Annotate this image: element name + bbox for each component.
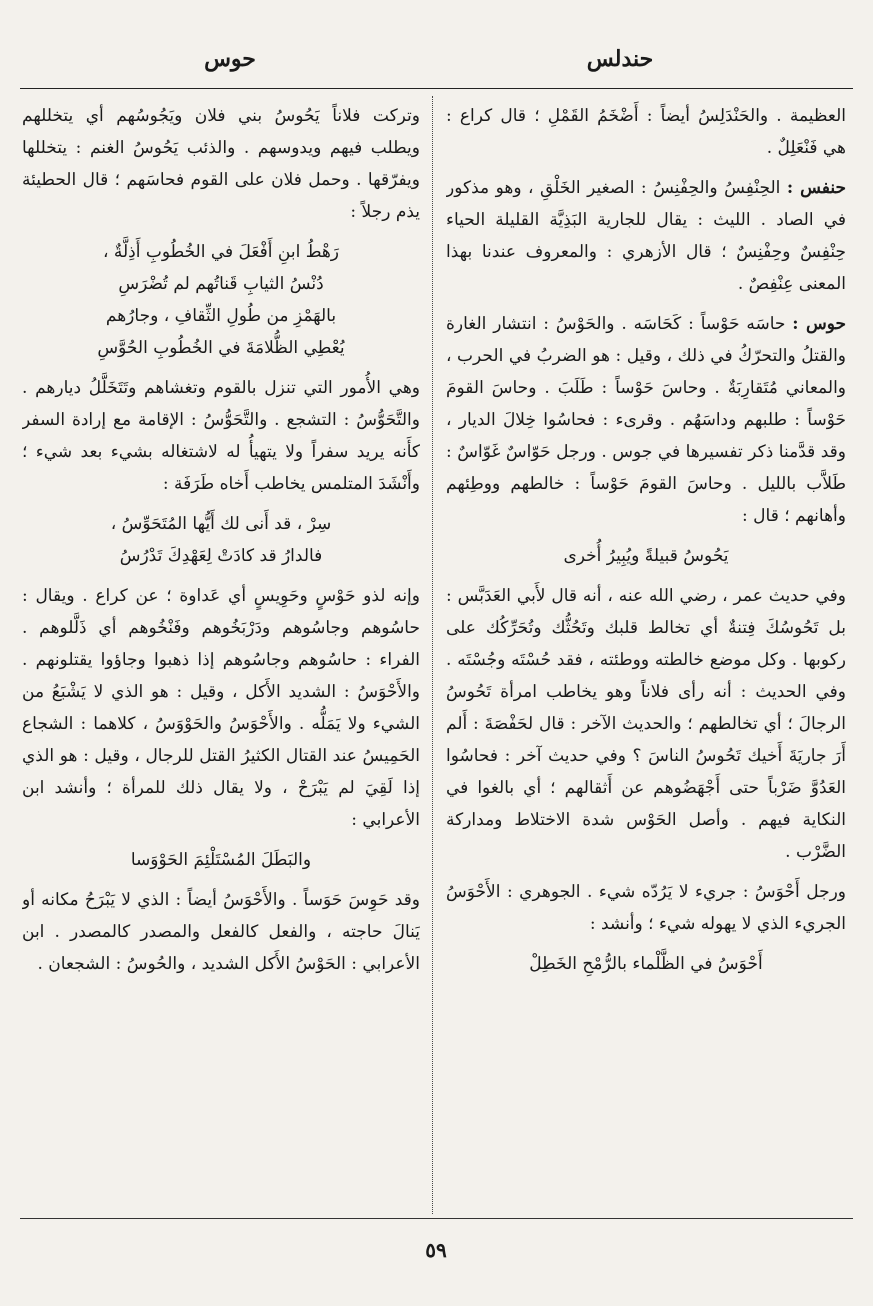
verse-block: [446, 540, 846, 572]
header-right-word: حندلس: [586, 46, 654, 72]
verse-block: [446, 948, 846, 980]
verse-line: أَحْوَسُ في الظَّلْماء بالرُّمْحِ الخَطِلْ: [529, 954, 763, 974]
entry-paragraph: [22, 372, 420, 500]
entry-paragraph: [22, 100, 420, 228]
entry-paragraph: [446, 580, 846, 868]
verse-line: دُنْسُ الثيابِ قَناتُهم لم تُضْرَسِ: [118, 274, 324, 294]
verse-line: بالهَمْزِ من طُولِ الثِّقافِ ، وجارُهم: [105, 306, 337, 326]
left-column: [22, 100, 420, 1212]
verse-line: سِرْ ، قد أَنى لك أَيُّها المُتَحَوِّسُ ،: [110, 514, 332, 534]
top-rule: [20, 88, 853, 89]
entry-headword: حوس :: [792, 314, 846, 334]
column-divider: [432, 96, 433, 1214]
right-column: [446, 100, 846, 1212]
entry-text: العظيمة . والحَنْدَلِسُ أيضاً : أَضْخَمُ القَمْلِ ؛ قال كراع : هي فَنْعَلِلٌ .: [446, 106, 846, 158]
verse-block: [22, 236, 420, 364]
entry-text: وتركت فلاناً يَحُوسُ بني فلان ويَجُوسُهم أي يتخللهم ويطلب فيهم ويدوسهم . والذئب يَحُوسُ الغنم : يتخللها ويفرّقها . وحمل فلان على القوم فحاسَهم ؛ قال الحطيئة يذم رجلاً :: [22, 106, 420, 222]
entry-paragraph: [22, 580, 420, 836]
verse-line: فالدارُ قد كادَتْ لِعَهْدِكَ تَدْرُسُ: [119, 546, 323, 566]
entry-text: وإنه لذو حَوْسٍ وحَوِيسٍ أي عَداوة ؛ عن كراع . ويقال : حاسُوهم وجاسُوهم ودَرْبَخُوهم وفَنْخُوهم أي ذَلَّلوهم . الفراء : حاسُوهم وجاسُوهم إذا ذهبوا وجاؤوا يقتلونهم . والأَحْوَسُ : الشديد الأَكل ، وقيل : هو الذي لا يَشْبَعُ من الشيء ولا يَمَلُّه . والأَحْوَسُ والحَوْوَسُ ، كلاهما : الشجاع الحَمِيسُ عند القتال الكثيرُ القتل للرجال ، وقيل : هو الذي إذا لَقِيَ لم يَبْرَحْ ، ولا يقال ذلك للمرأة ؛ وأنشد ابن الأعرابي :: [22, 586, 420, 830]
entry-paragraph: [446, 100, 846, 164]
entry-paragraph: [446, 876, 846, 940]
verse-line: رَهْطُ ابنِ أَفْعَلَ في الخُطُوبِ أَذِلَّةٌ ،: [102, 242, 340, 262]
entry-headword: حنفس :: [786, 178, 846, 198]
bottom-rule: [20, 1218, 853, 1219]
verse-block: [22, 508, 420, 572]
entry-text: ورجل أَحْوَسُ : جريء لا يَرُدّه شيء . الجوهري : الأَحْوَسُ الجريء الذي لا يهوله شيء ؛ وأنشد :: [446, 882, 846, 934]
entry-paragraph: [446, 172, 846, 300]
entry-text: وقد حَوِسَ حَوَساً . والأَحْوَسُ أيضاً : الذي لا يَبْرَحُ مكانه أو يَنالَ حاجته ، والفعل كالفعل والمصدر كالمصدر . ابن الأعرابي : الحَوْسُ الأَكل الشديد ، والحُوسُ : الشجعان .: [22, 890, 420, 974]
verse-block: [22, 844, 420, 876]
entry-text: الحِنْفِسُ والحِفْنِسُ : الصغير الخَلْقِ ، وهو مذكور في الصاد . الليث : يقال للجارية البَذِيَّة القليلة الحياء حِنْفِسٌ وحِفْنِسٌ ؛ قال الأزهري : والمعروف عندنا بهذا المعنى عِنْفِصٌ .: [446, 178, 846, 294]
page-number: ٥٩: [425, 1238, 447, 1262]
verse-line: والبَطَلَ المُسْتَلْئِمَ الحَوْوَسا: [130, 850, 312, 870]
entry-text: وفي حديث عمر ، رضي الله عنه ، أنه قال لأَبي العَدَبَّس : بل تَحُوسُكَ فِتنةٌ أي تخالط قلبك وتَحُثُّك وتُحَرِّكُك على ركوبها . وكل موضع خالطته ووطئته ، فقد حُسْتَه وجُسْتَه . وفي الحديث : أنه رأى فلاناً وهو يخاطب امرأة تَحُوسُ الرجالَ ؛ أي تخالطهم ؛ والحديث الآخر : قال لحَفْصَةَ : أَلم أَرَ جاريَةَ أَخيك تَحُوسُ الناسَ ؟ وفي حديث آخر : فحاسُوا العَدُوَّ ضَرْباً حتى أَجْهَضُوهم عن أَثقالهم ؛ أي بالغوا في النكاية فيهم . وأصل الحَوْس شدة الاختلاط ومداركة الضَّرْب .: [446, 586, 846, 862]
entry-paragraph: [446, 308, 846, 532]
entry-text: وهي الأُمور التي تنزل بالقوم وتغشاهم وتَتَخَلَّلُ ديارهم . والتَّحَوُّسُ : التشجع . والتَّحَوُّسُ : الإقامة مع إرادة السفر كأَنه يريد سفراً ولا يتهيأُ له لاشتغاله بشيء بعد شيء ؛ وأَنْشَدَ المتلمس يخاطب أَخاه طَرَفَة :: [22, 378, 420, 494]
verse-line: يُعْطِي الظُّلامَةَ في الخُطُوبِ الحُوَّسِ: [97, 338, 345, 358]
entry-paragraph: [22, 884, 420, 980]
verse-line: يَحُوسُ قبيلةً ويُبِيرُ أُخرى: [563, 546, 729, 566]
entry-text: حاسَه حَوْساً : كَحَاسَه . والحَوْسُ : انتشار الغارة والقتلُ والتحرّكُ في ذلك ، وقيل : هو الضربُ في الحرب ، والمعاني مُتَقارِبَةٌ . وحاسَ حَوْساً : طَلَبَ . وحاسَ القومَ حَوْساً : طلبهم وداسَهُم . وقرىء : فحاسُوا خِلالَ الديار ، وقد قدَّمنا ذكر تفسيرها في جوس . ورجل حَوّاسٌ غَوّاسٌ : طَلاَّب بالليل . وحاسَ القومَ حَوْساً : خالطهم ووطِئهم وأهانهم ؛ قال :: [446, 314, 846, 526]
header-left-word: حوس: [204, 46, 256, 72]
